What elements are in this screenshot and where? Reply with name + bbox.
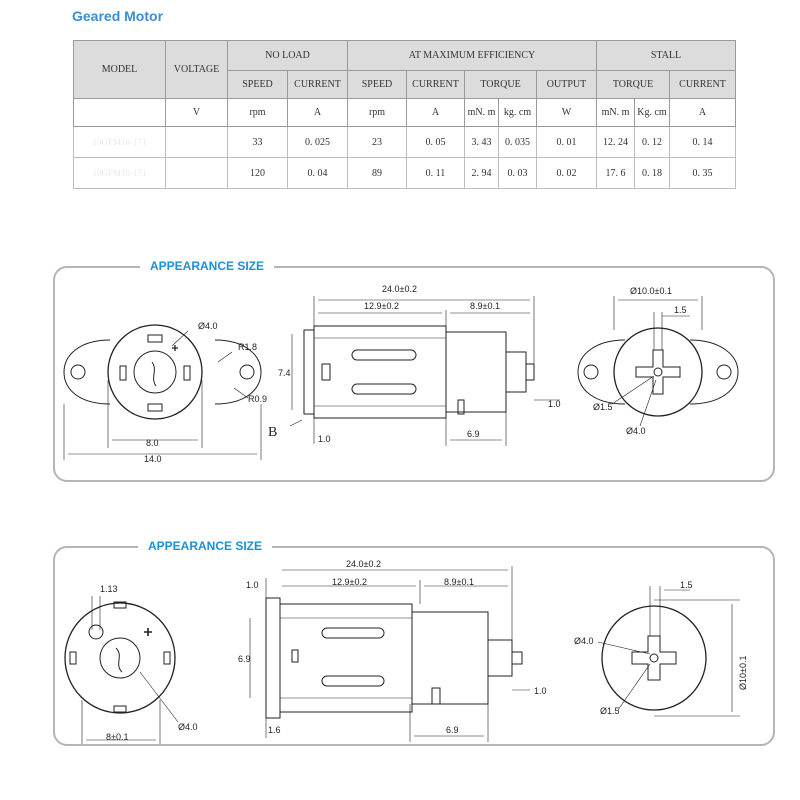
value-cell: 0. 35 bbox=[670, 158, 736, 189]
stall-current-header: CURRENT bbox=[670, 71, 736, 99]
value-cell: 0. 035 bbox=[499, 127, 537, 158]
no-load-current-header: CURRENT bbox=[288, 71, 348, 99]
dim-label: 12.9±0.2 bbox=[364, 301, 399, 311]
value-cell: 3. 43 bbox=[465, 127, 499, 158]
dim-label: Ø4.0 bbox=[178, 722, 198, 732]
unit-cell: kg. cm bbox=[499, 99, 537, 127]
dim-label: 1.5 bbox=[680, 580, 693, 590]
dim-label: Ø1.5 bbox=[593, 402, 613, 412]
dim-label: 8.9±0.1 bbox=[470, 301, 500, 311]
dim-label: B bbox=[268, 425, 278, 440]
no-load-header: NO LOAD bbox=[228, 41, 348, 71]
side-view bbox=[250, 566, 530, 742]
model-cell: 10GPM10-171 bbox=[74, 127, 166, 158]
dim-label: 1.0 bbox=[534, 686, 547, 696]
unit-cell: A bbox=[670, 99, 736, 127]
unit-cell: rpm bbox=[348, 99, 407, 127]
rear-view bbox=[598, 586, 740, 716]
value-cell: 0. 14 bbox=[670, 127, 736, 158]
dim-label: 8±0.1 bbox=[106, 732, 129, 742]
value-cell: 0. 11 bbox=[407, 158, 465, 189]
front-view bbox=[65, 596, 178, 744]
dim-label: Ø10.0±0.1 bbox=[630, 286, 672, 296]
unit-cell: mN. m bbox=[465, 99, 499, 127]
dim-label: 8.0 bbox=[146, 438, 159, 448]
unit-cell: mN. m bbox=[597, 99, 635, 127]
dim-label: 7.4 bbox=[278, 368, 291, 378]
dim-label: 1.13 bbox=[100, 584, 118, 594]
value-cell: 12. 24 bbox=[597, 127, 635, 158]
eff-current-header: CURRENT bbox=[407, 71, 465, 99]
value-cell: 120 bbox=[228, 158, 288, 189]
model-cell: 10GPM10-171 bbox=[74, 158, 166, 189]
dim-label: 12.9±0.2 bbox=[332, 577, 367, 587]
dim-label: 24.0±0.2 bbox=[346, 559, 381, 569]
unit-cell: V bbox=[166, 99, 228, 127]
voltage-header: VOLTAGE bbox=[166, 41, 228, 99]
unit-cell: A bbox=[407, 99, 465, 127]
page-title: Geared Motor bbox=[72, 8, 164, 24]
dim-label: Ø10±0.1 bbox=[738, 655, 748, 690]
value-cell: 0. 03 bbox=[499, 158, 537, 189]
eff-output-header: OUTPUT bbox=[537, 71, 597, 99]
dim-label: Ø1.5 bbox=[600, 706, 620, 716]
dim-label: 24.0±0.2 bbox=[382, 284, 417, 294]
value-cell: 0. 18 bbox=[635, 158, 670, 189]
model-header: MODEL bbox=[74, 41, 166, 99]
stall-header: STALL bbox=[597, 41, 736, 71]
value-cell: 17. 6 bbox=[597, 158, 635, 189]
dim-label: 1.0 bbox=[318, 434, 331, 444]
dim-label: Ø4.0 bbox=[198, 321, 218, 331]
dim-label: 1.0 bbox=[246, 580, 259, 590]
value-cell: 0. 02 bbox=[537, 158, 597, 189]
value-cell: 33 bbox=[228, 127, 288, 158]
value-cell: 0. 01 bbox=[537, 127, 597, 158]
dim-label: 1.5 bbox=[674, 305, 687, 315]
eff-speed-header: SPEED bbox=[348, 71, 407, 99]
unit-cell: Kg. cm bbox=[635, 99, 670, 127]
value-cell: 0. 05 bbox=[407, 127, 465, 158]
eff-torque-header: TORQUE bbox=[465, 71, 537, 99]
dim-label: R0.9 bbox=[248, 394, 268, 404]
panel-1-title: APPEARANCE SIZE bbox=[140, 259, 274, 273]
dim-label: Ø4.0 bbox=[574, 636, 594, 646]
unit-cell: W bbox=[537, 99, 597, 127]
dim-label: 6.9 bbox=[446, 725, 459, 735]
no-load-speed-header: SPEED bbox=[228, 71, 288, 99]
dim-label: 1.0 bbox=[548, 399, 561, 409]
dim-label: 8.9±0.1 bbox=[444, 577, 474, 587]
dim-label: 1.6 bbox=[268, 725, 281, 735]
value-cell: 0. 04 bbox=[288, 158, 348, 189]
value-cell: 0. 025 bbox=[288, 127, 348, 158]
dim-label: 14.0 bbox=[144, 454, 162, 464]
value-cell: 0. 12 bbox=[635, 127, 670, 158]
value-cell: 23 bbox=[348, 127, 407, 158]
dim-label: Ø4.0 bbox=[626, 426, 646, 436]
panel-2-title: APPEARANCE SIZE bbox=[138, 539, 272, 553]
unit-cell: rpm bbox=[228, 99, 288, 127]
dim-label: 6.9 bbox=[467, 429, 480, 439]
unit-cell: A bbox=[288, 99, 348, 127]
max-efficiency-header: AT MAXIMUM EFFICIENCY bbox=[348, 41, 597, 71]
dim-label: R1.8 bbox=[238, 342, 258, 352]
value-cell: 2. 94 bbox=[465, 158, 499, 189]
value-cell: 89 bbox=[348, 158, 407, 189]
dim-label: 6.9 bbox=[238, 654, 251, 664]
stall-torque-header: TORQUE bbox=[597, 71, 670, 99]
